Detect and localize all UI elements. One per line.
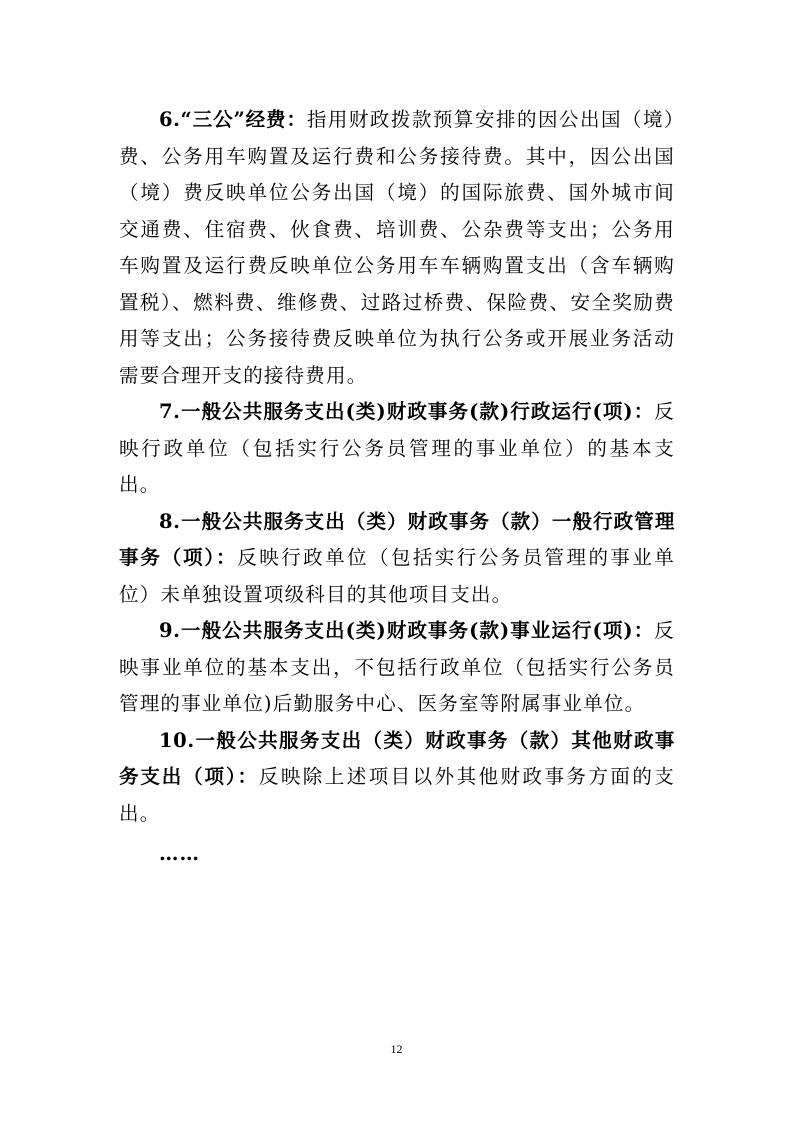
paragraph-heading: 6.“三公”经费：: [159, 108, 307, 131]
paragraph-heading: 8.一般公共服务支出（类）财政事务（款）一般行政管理事务（项）：: [119, 509, 675, 569]
continuation-ellipsis: ……: [159, 842, 200, 865]
paragraph-general-administrative-affairs: [119, 504, 675, 614]
paragraph-heading: 7.一般公共服务支出(类)财政事务(款)行政运行(项)：: [159, 400, 655, 423]
paragraph-heading: 10.一般公共服务支出（类）财政事务（款）其他财政事务支出（项）：: [119, 728, 675, 788]
paragraph-sangong-expenses: [119, 102, 675, 394]
paragraph-other-fiscal-affairs: [119, 723, 675, 833]
paragraph-text: 反映事业单位的基本支出，不包括行政单位（包括实行公务员管理的事业单位)后勤服务中心、医务室等附属事业单位。: [119, 619, 675, 715]
paragraph-text: 反映除上述项目以外其他财政事务方面的支出。: [119, 765, 675, 825]
paragraph-text: 反映行政单位（包括实行公务员管理的事业单位）的基本支出。: [119, 400, 675, 496]
page-number: 12: [390, 1042, 403, 1056]
paragraph-institution-operation: [119, 613, 675, 723]
paragraph-heading: 9.一般公共服务支出(类)财政事务(款)事业运行(项)：: [159, 619, 655, 642]
document-body: [119, 102, 675, 873]
paragraph-text: 反映行政单位（包括实行公务员管理的事业单位）未单独设置项级科目的其他项目支出。: [119, 546, 675, 606]
paragraph-administrative-operation: [119, 394, 675, 504]
paragraph-text: 指用财政拨款预算安排的因公出国（境）费、公务用车购置及运行费和公务接待费。其中，因公出国（境）费反映单位公务出国（境）的国际旅费、国外城市间交通费、住宿费、伙食费、培训费、公杂费等支出；公务用车购置及运行费反映单位公务用车车辆购置支出（含车辆购置税）、燃料费、维修费、过路过桥费、保险费、安全奖励费用等支出；公务接待费反映单位为执行公务或开展业务活动需要合理开支的接待费用。: [119, 108, 675, 387]
